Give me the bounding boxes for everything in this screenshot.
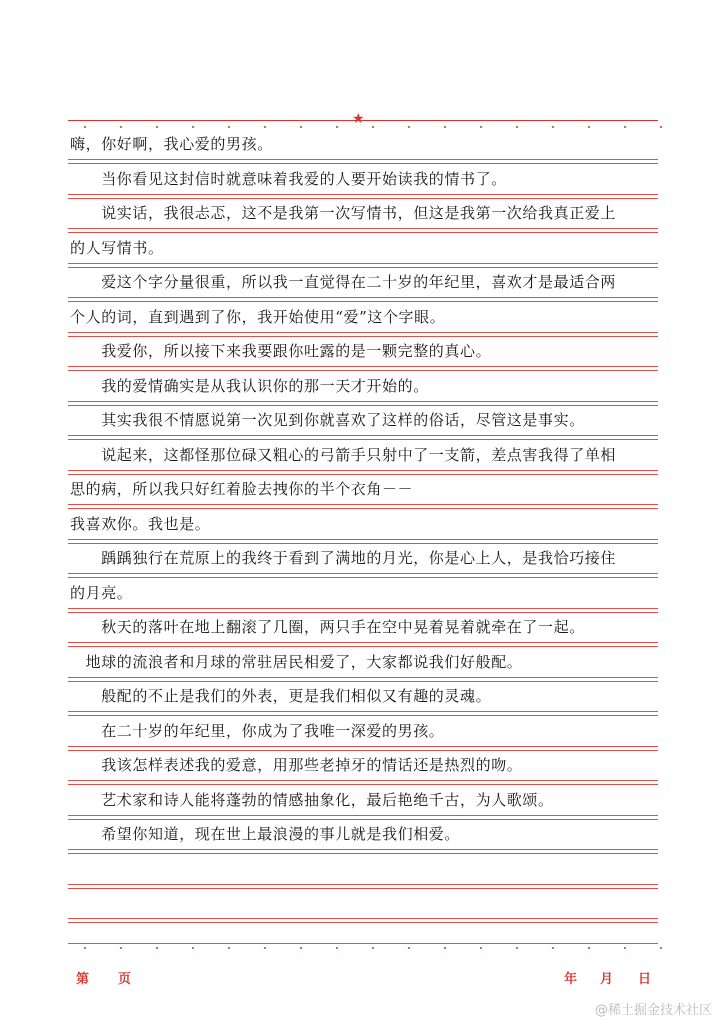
grid-dot — [300, 947, 302, 949]
star-icon: ★ — [352, 111, 365, 127]
grid-dot — [84, 947, 86, 949]
letter-line: 其实我很不情愿说第一次见到你就喜欢了这样的俗话，尽管这是事实。 — [70, 411, 585, 429]
letter-line: 当你看见这封信时就意味着我爱的人要开始读我的情书了。 — [70, 169, 507, 188]
grid-dot — [192, 947, 194, 949]
letter-line: 我的爱情确实是从我认识你的那一天才开始的。 — [70, 376, 429, 395]
ruled-line — [68, 918, 658, 919]
grid-dot — [660, 947, 662, 949]
letter-line: 地球的流浪者和月球的常驻居民相爱了，大家都说我们好般配。 — [70, 652, 523, 671]
watermark: @稀土掘金技术社区 — [594, 1003, 712, 1018]
letter-line: 希望你知道，现在世上最浪漫的事儿就是我们相爱。 — [70, 825, 461, 843]
letter-line: 般配的不止是我们的外表，更是我们相似又有趣的灵魂。 — [70, 687, 492, 705]
grid-dot — [228, 947, 230, 949]
letter-line: 我该怎样表述我的爱意，用那些老掉牙的情话还是热烈的吻。 — [70, 756, 523, 774]
date-label-month: 月 — [600, 972, 614, 987]
grid-dot — [552, 947, 554, 949]
letter-line: 在二十岁的年纪里，你成为了我唯一深爱的男孩。 — [70, 721, 445, 740]
letter-line: 的人写情书。 — [70, 238, 164, 257]
bottom-dot-row — [68, 947, 658, 953]
letter-line: 秋天的落叶在地上翻滚了几圈，两只手在空中晃着晃着就牵在了一起。 — [70, 618, 585, 636]
letter-line: 个人的词，直到遇到了你，我开始使用“爱”这个字眼。 — [70, 307, 446, 326]
letter-line: 说实话，我很忐忑，这不是我第一次写情书，但这是我第一次给我真正爱上 — [70, 204, 617, 222]
grid-dot — [444, 947, 446, 949]
letter-line: 思的病，所以我只好红着脸去拽你的半个衣角－－ — [70, 480, 414, 498]
page-label-di: 第 — [76, 972, 90, 987]
ruled-line — [68, 884, 658, 885]
letter-line: 艺术家和诗人能将蓬勃的情感抽象化，最后艳绝千古，为人歌颂。 — [70, 790, 554, 809]
date-label-year: 年 — [564, 972, 578, 987]
grid-dot — [372, 947, 374, 949]
grid-dot — [264, 947, 266, 949]
grid-dot — [408, 947, 410, 949]
letter-line: 嗨，你好啊，我心爱的男孩。 — [70, 135, 273, 153]
letter-line: 踽踽独行在荒原上的我终于看到了满地的月光，你是心上人，是我恰巧接住 — [70, 549, 617, 567]
grid-dot — [480, 947, 482, 949]
letter-line: 说起来，这都怪那位碌又粗心的弓箭手只射中了一支箭，差点害我得了单相 — [70, 445, 617, 464]
page-label-ye: 页 — [118, 972, 132, 987]
letter-line: 我喜欢你。我也是。 — [70, 514, 211, 533]
letter-line: 的月亮。 — [70, 583, 133, 602]
bottom-border-rule — [68, 943, 658, 944]
date-label-day: 日 — [638, 972, 652, 987]
letter-line: 爱这个字分量很重，所以我一直觉得在二十岁的年纪里，喜欢才是最适合两 — [70, 273, 617, 291]
grid-dot — [336, 947, 338, 949]
letter-line: 我爱你，所以接下来我要跟你吐露的是一颗完整的真心。 — [70, 342, 492, 360]
grid-dot — [624, 947, 626, 949]
grid-dot — [516, 947, 518, 949]
grid-dot — [156, 947, 158, 949]
grid-dot — [588, 947, 590, 949]
grid-dot — [120, 947, 122, 949]
